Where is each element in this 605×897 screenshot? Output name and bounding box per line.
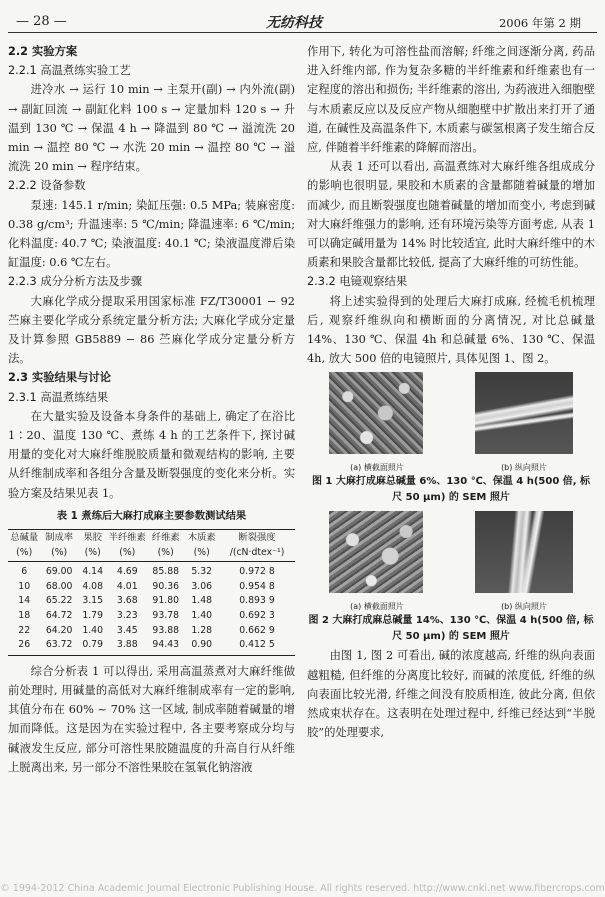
table-cell: 63.72 (40, 638, 77, 655)
table-row (8, 594, 295, 609)
section-heading: 2.2 实验方案 (8, 45, 78, 58)
left-column (8, 42, 295, 777)
paragraph: 从表 1 还可以看出, 高温煮练对大麻纤维各组成成分的影响也很明显, 果胶和木质素的含量都随着碱量的增加而减少, 而且断裂强度也随着碱量的增加而变小, 考虑到碱对大麻纤维强力的影响, 还有环境污染等方面考虑, 从表 1 可以确定碱用量为 14% 时比较适宜, 此时大麻纤维中的木质素和果胶含量都比较低, 提高了大麻纤维的可纺性能。 (307, 160, 596, 270)
paragraph: 进冷水 → 运行 10 min → 主泵开(副) → 内外流(副) → 副缸回流 → 副缸化料 100 s → 定量加料 120 s → 升温到 130 ℃ → 保温 4 h → 降温到 80 ℃ → 溢流洗 20 min → 温控 80 ℃ → 水洗 20 min → 温控 80 ℃ → 溢流洗 20 min → 程序结束。 (8, 83, 295, 174)
table-cell: 4.69 (116, 566, 138, 578)
table-cell: 26 (8, 638, 40, 655)
table-cell: 94.43 (147, 638, 184, 655)
table-cell: 5.32 (191, 566, 213, 578)
table-cell: 22 (18, 624, 31, 636)
table-cell: 1.48 (191, 595, 213, 607)
table-cell: 0.893 9 (239, 595, 275, 607)
column-header: 果胶 (%) (78, 530, 108, 562)
table-row (8, 562, 295, 580)
figure-1 (307, 372, 595, 507)
paragraph: 综合分析表 1 可以得出, 采用高温蒸煮对大麻纤维做前处理时, 用碱量的高低对大麻纤维制成率有一定的影响, 其值分布在 60% ~ 70% 这一区域, 制成率随着碱量的增加而降低。这是因为在实验过程中, 各主要考察成分均与碱液发生反应, 部分可溶性果胶随温度的升高自行从纤维上脱离出来, 另一部分不溶性果胶在氢氧化钠溶液 (8, 664, 295, 774)
table-title: 表 1 煮练后大麻打成麻主要参数测试结果 (56, 509, 247, 522)
results-table (8, 529, 295, 656)
table-cell: 1.40 (191, 610, 213, 622)
table-cell: 0.79 (78, 638, 108, 655)
table-row (8, 638, 295, 655)
table-cell: 3.45 (116, 624, 138, 636)
table-cell: 0.972 8 (239, 566, 275, 578)
table-cell: 0.412 5 (219, 638, 295, 655)
subsection-heading: 2.2.3 成分分析方法及步骤 (8, 275, 143, 289)
column-header: 木质素 (%) (184, 530, 219, 562)
table-body (8, 562, 295, 656)
table-cell: 64.72 (45, 610, 73, 622)
paragraph: 大麻化学成分提取采用国家标准 FZ/T30001 − 92 苎麻主要化学成分系统定量分析方法; 大麻化学成分定量及计算参照 GB5889 − 86 苎麻化学成分定量分析方法。 (8, 294, 295, 366)
table-cell: 91.80 (152, 595, 180, 607)
subsection-heading: 2.3.2 电镜观察结果 (307, 275, 408, 289)
table-cell: 3.23 (116, 610, 138, 622)
paragraph: 在大量实验及设备本身条件的基础上, 确定了在浴比 1∶20、温度 130 ℃、煮练 4 h 的工艺条件下, 探讨碱用量的变化对大麻纤维脱胶质量和微观结构的影响, 主要从纤维制成率和各组分含量及断裂强度的变化来分析。实验方案及结果见表 1。 (8, 409, 295, 500)
table-cell: 0.90 (184, 638, 219, 655)
column-header: 断裂强度 /(cN·dtex⁻¹) (219, 530, 295, 562)
figure-caption: 图 2 大麻打成麻总碱量 14%、130 ℃、保温 4 h(500 倍, 标尺 50 μm) 的 SEM 照片 (308, 615, 594, 643)
table-cell: 10 (18, 580, 31, 592)
right-column (307, 42, 595, 742)
subsection-heading: 2.3.1 高温煮练结果 (8, 390, 109, 404)
subfigure-caption: (a) 横截面照片 (350, 463, 404, 473)
table-cell: 68.00 (45, 580, 73, 592)
table-cell: 93.78 (152, 610, 180, 622)
subfigure-caption: (a) 横截面照片 (350, 602, 404, 612)
figure-2 (307, 511, 595, 646)
table-cell: 1.28 (191, 624, 213, 636)
table-cell: 3.15 (82, 595, 104, 607)
table-cell: 3.88 (108, 638, 148, 655)
table-cell: 64.20 (45, 624, 73, 636)
table-cell: 4.14 (82, 566, 104, 578)
sem-longitudinal-image (475, 511, 573, 593)
table-cell: 3.06 (191, 580, 213, 592)
table-cell: 90.36 (152, 580, 180, 592)
sem-cross-section-image (329, 511, 423, 593)
subfigure-caption: (b) 纵向照片 (501, 463, 547, 473)
page-number: — 28 — (16, 14, 67, 29)
issue-label: 2006 年第 2 期 (498, 16, 581, 30)
page-header (8, 8, 597, 33)
table-cell: 4.01 (116, 580, 138, 592)
table-row (8, 580, 295, 595)
figure-caption: 图 1 大麻打成麻总碱量 6%、130 ℃、保温 4 h(500 倍, 标尺 50 μm) 的 SEM 照片 (311, 476, 591, 504)
column-header: 制成率 (%) (40, 530, 77, 562)
section-heading: 2.3 实验结果与讨论 (8, 371, 112, 385)
column-header: 总碱量 (%) (8, 530, 40, 562)
subsection-heading: 2.2.2 设备参数 (8, 179, 86, 193)
table-cell: 93.88 (152, 624, 180, 636)
table-cell: 65.22 (45, 595, 73, 607)
paragraph: 作用下, 转化为可溶性盐而溶解; 纤维之间逐渐分离, 药品进入纤维内部, 作为复杂多糖的半纤维素和纤维素也有一定程度的溶出和损伤; 半纤维素的溶出, 为药液进入细胞壁与木质素反应以及反应产物从细胞壁中扩散出来打开了通道, 在碱性及高温条件下, 木质素与碳氢根离子发生缩合反应, 伴随着半纤维素的降解而溶出。 (307, 45, 595, 155)
table-row (8, 609, 295, 624)
table-cell: 69.00 (45, 566, 73, 578)
table-cell: 6 (21, 566, 28, 578)
sem-cross-section-image (329, 372, 423, 454)
copyright-footer: © 1994-2012 China Academic Journal Electronic Publishing House. All rights reserved. http://www.cnki.net www.fibercrops.com (0, 883, 605, 894)
table-cell: 0.692 3 (239, 610, 275, 622)
table-cell: 85.88 (152, 566, 180, 578)
table-cell: 14 (18, 595, 31, 607)
table-row (8, 624, 295, 639)
table-cell: 1.40 (82, 624, 104, 636)
table-cell: 3.68 (116, 595, 138, 607)
journal-name: 无纺科技 (266, 15, 322, 31)
table-cell: 18 (18, 610, 31, 622)
table-cell: 0.662 9 (239, 624, 275, 636)
paragraph: 由图 1, 图 2 可看出, 碱的浓度越高, 纤维的纵向表面越粗糙, 但纤维的分离度比较好, 而碱的浓度低, 纤维的纵向表面比较光滑, 纤维之间没有胶质相连, 彼此分离, 但依然成束状存在。这表明在处理过程中, 纤维已经达到“半脱胶”的处理要求, (307, 649, 595, 740)
table-cell: 0.954 8 (239, 580, 275, 592)
column-header: 半纤维素 (%) (108, 530, 148, 562)
paragraph: 将上述实验得到的处理后大麻打成麻, 经梳毛机梳理后, 观察纤维纵向和横断面的分离情况, 对比总碱量 14%、130 ℃、保温 4h 和总碱量 6%、130 ℃、保温 4h, 放大 500 倍的电镜照片, 具体见图 1、图 2。 (307, 294, 595, 366)
subsection-heading: 2.2.1 高温煮练实验工艺 (8, 64, 131, 78)
table-header-row (8, 530, 295, 562)
column-header: 纤维素 (%) (147, 530, 184, 562)
sem-longitudinal-image (475, 372, 573, 454)
subfigure-caption: (b) 纵向照片 (501, 602, 547, 612)
paragraph: 泵速: 145.1 r/min; 染缸压强: 0.5 MPa; 装麻密度: 0.38 g/cm³; 升温速率: 5 ℃/min; 降温速率: 6 ℃/min; 化料温度: 40.7 ℃; 染液温度: 40.1 ℃; 染液温度滞后染缸温度: 0.6 ℃左右。 (8, 198, 295, 270)
table-cell: 1.79 (82, 610, 104, 622)
table-cell: 4.08 (82, 580, 104, 592)
